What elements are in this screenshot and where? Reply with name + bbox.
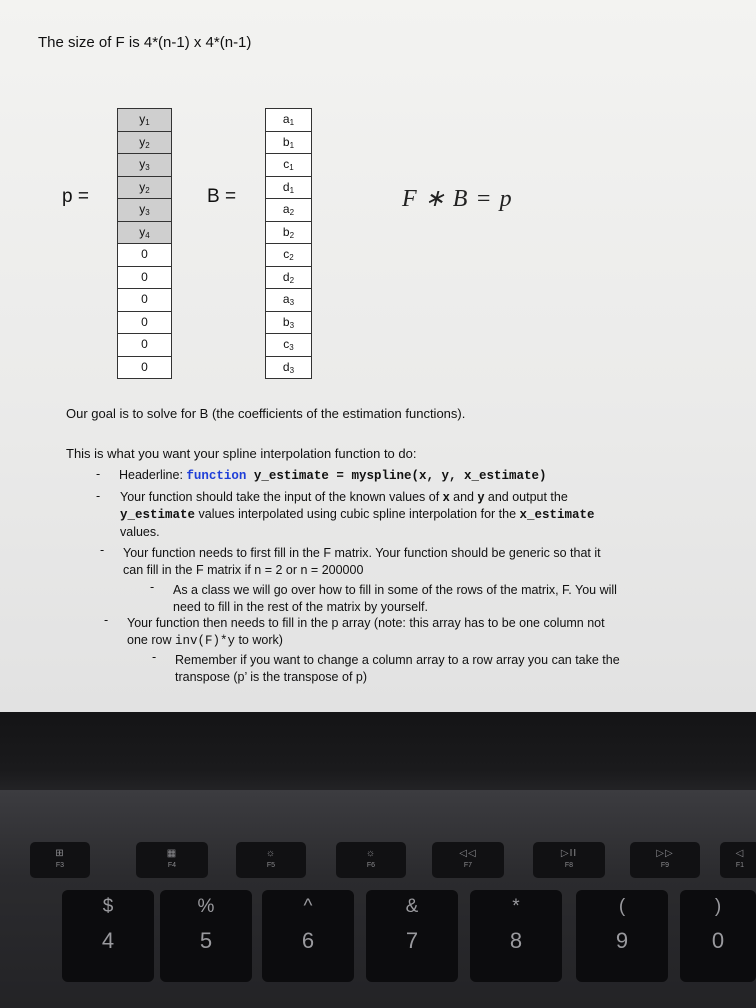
b-vector-cell (266, 132, 311, 155)
number-key-digit: 7 (405, 928, 419, 953)
b-vector-cell-base: a (282, 112, 290, 126)
b3-line2: can fill in the F matrix if n = 2 or n = 200000 (123, 563, 364, 577)
function-key-label: F1 (735, 862, 745, 869)
p-vector-cell (118, 154, 171, 177)
p-vector-cell (118, 132, 171, 155)
function-key-f5[interactable] (236, 842, 306, 878)
bullet-headerline (119, 467, 546, 485)
number-key-shift-symbol: & (405, 896, 419, 917)
function-key-icon: ▷▷ (656, 848, 674, 859)
function-key-label: F3 (55, 862, 65, 869)
bullet-dash: - (100, 543, 105, 557)
p-vector-cell (118, 357, 171, 379)
b-vector-cell-subscript: 2 (289, 208, 295, 217)
b-vector-cell-base: d (282, 179, 290, 194)
sub-bullet-dash: - (152, 650, 157, 664)
b4-text-b: to work) (234, 633, 283, 647)
number-key-shift-symbol: $ (102, 896, 114, 917)
sub-bullet-transpose (175, 652, 695, 686)
number-key-0[interactable] (680, 890, 756, 982)
number-key-shift-symbol: ) (714, 896, 722, 917)
function-key-icon: ▷II (560, 848, 578, 859)
p-vector-cell (118, 289, 171, 312)
p-vector-cell-subscript: 2 (145, 185, 150, 195)
b-vector-cell-base: b (282, 314, 290, 329)
b3a-line1: As a class we will go over how to fill in some of the rows of the matrix, F. You will (173, 583, 617, 597)
bullet-input-output (120, 489, 680, 541)
p-vector-cell-base: 0 (141, 269, 148, 284)
number-key-digit: 8 (509, 928, 523, 953)
b2-x: x (442, 490, 450, 504)
b2-y: y (477, 490, 485, 504)
b-vector-cell-subscript: 3 (289, 343, 294, 352)
bullet-dash: - (96, 489, 101, 503)
b-vector-cell-base: c (283, 337, 290, 351)
function-key-label: F9 (660, 862, 670, 869)
p-vector-cell-base: y (139, 202, 146, 216)
p-vector-cell-base: 0 (141, 314, 148, 329)
b2-x-estimate: x_estimate (519, 508, 595, 522)
p-vector-cell-subscript: 2 (145, 140, 150, 150)
function-key-f6[interactable] (336, 842, 406, 878)
b-vector-cell (266, 267, 311, 290)
number-key-shift-symbol: ( (618, 896, 626, 917)
b2-and: and (449, 490, 478, 504)
function-key-f4[interactable] (136, 842, 208, 878)
function-key-label: F6 (366, 862, 376, 869)
number-key-digit: 6 (301, 928, 315, 953)
b4a-line2: transpose (p’ is the transpose of p) (175, 670, 367, 684)
number-key-shift-symbol: % (197, 896, 215, 917)
b3-line1: Your function needs to first fill in the F matrix. Your function should be generic so that it (123, 546, 601, 560)
function-keyword: function (186, 469, 247, 483)
function-key-label: F5 (266, 862, 276, 869)
b4-text-a: one row (127, 633, 175, 647)
p-vector-cell (118, 312, 171, 335)
b-vector-cell-base: a (282, 202, 290, 216)
p-vector-cell-base: y (139, 179, 146, 194)
p-vector-cell-base: 0 (141, 292, 148, 306)
b-vector-cell-subscript: 2 (289, 230, 295, 240)
p-vector-cell (118, 177, 171, 200)
p-vector-cell-base: y (139, 224, 146, 239)
number-key-7[interactable] (366, 890, 458, 982)
function-key-icon: ◁ (735, 848, 745, 859)
p-vector-cell-base: 0 (141, 247, 148, 261)
number-key-digit: 9 (615, 928, 629, 953)
b2-text-b: and output the (484, 490, 568, 504)
p-vector-cell-base: y (139, 134, 146, 149)
function-key-f9[interactable] (630, 842, 700, 878)
b-vector-cell (266, 222, 311, 245)
number-key-4[interactable] (62, 890, 154, 982)
bullet-dash: - (96, 467, 101, 481)
b-vector-cell-base: b (282, 134, 290, 149)
b-vector-cell-subscript: 3 (289, 298, 295, 307)
p-vector-cell-base: y (139, 112, 146, 126)
function-key-f8[interactable] (533, 842, 605, 878)
p-vector-cell (118, 109, 171, 132)
b-vector-cell (266, 244, 311, 267)
b-vector-cell (266, 334, 311, 357)
b3a-line2: need to fill in the rest of the matrix by yourself. (173, 600, 428, 614)
function-key-icon: ▦ (166, 848, 178, 859)
equation: F ∗ B = p (402, 186, 513, 212)
function-key-f7[interactable] (432, 842, 504, 878)
function-key-label: F7 (463, 862, 473, 869)
b-vector-cell (266, 199, 311, 222)
b-vector-cell (266, 177, 311, 200)
p-vector-cell-base: 0 (141, 337, 148, 351)
bullet-fill-p (127, 615, 687, 650)
number-key-digit: 0 (711, 928, 725, 953)
function-key-label: F4 (167, 862, 177, 869)
function-key-f1[interactable] (720, 842, 756, 878)
bullet-dash: - (104, 613, 109, 627)
function-key-f3[interactable] (30, 842, 90, 878)
b-vector-cell-base: d (282, 359, 290, 374)
p-vector-cell (118, 267, 171, 290)
b4-line1: Your function then needs to fill in the p array (note: this array has to be one column not (127, 616, 605, 630)
b2-text-mid: values interpolated using cubic spline interpolation for the (195, 507, 520, 521)
b-vector-cell-subscript: 1 (289, 185, 295, 195)
b-vector-cell-subscript: 3 (289, 365, 295, 375)
p-label: p = (62, 186, 89, 207)
b2-text-end: values. (120, 525, 160, 539)
b-vector-cell (266, 289, 311, 312)
b-vector (265, 108, 312, 379)
number-key-9[interactable] (576, 890, 668, 982)
intro-text: This is what you want your spline interpolation function to do: (66, 446, 417, 461)
number-key-8[interactable] (470, 890, 562, 982)
b-label: B = (207, 186, 237, 207)
p-vector-cell-subscript: 3 (145, 208, 150, 217)
b-vector-cell (266, 154, 311, 177)
function-key-icon: ☼ (265, 848, 277, 859)
number-key-shift-symbol: * (512, 896, 520, 917)
number-key-digit: 5 (199, 928, 213, 953)
b-vector-cell-base: a (282, 292, 290, 306)
b-vector-cell (266, 109, 311, 132)
b-vector-cell-base: b (282, 224, 290, 239)
b4a-line1: Remember if you want to change a column array to a row array you can take the (175, 653, 620, 667)
b-vector-cell (266, 312, 311, 335)
doc-title: The size of F is 4*(n-1) x 4*(n-1) (38, 34, 252, 51)
function-key-icon: ☼ (365, 848, 377, 859)
p-vector-cell-subscript: 1 (145, 118, 150, 127)
b-vector-cell-subscript: 1 (289, 118, 295, 127)
b-vector-cell (266, 357, 311, 379)
function-key-label: F8 (564, 862, 574, 869)
b-vector-cell-base: d (282, 269, 290, 284)
function-key-icon: ◁◁ (459, 848, 477, 859)
number-key-digit: 4 (101, 928, 115, 953)
sub-bullet-dash: - (150, 580, 155, 594)
headerline-prefix: Headerline: (119, 468, 187, 482)
number-key-6[interactable] (262, 890, 354, 982)
goal-text: Our goal is to solve for B (the coefficients of the estimation functions). (66, 406, 466, 421)
headerline-code: y_estimate = myspline(x, y, x_estimate) (246, 469, 547, 483)
b-vector-cell-subscript: 3 (289, 320, 295, 330)
p-vector-cell-base: 0 (141, 359, 148, 374)
b4-code: inv(F)*y (174, 634, 235, 648)
p-vector-cell-base: y (139, 157, 146, 171)
p-vector-cell (118, 199, 171, 222)
b-vector-cell-subscript: 2 (289, 275, 295, 285)
p-vector-cell-subscript: 4 (145, 230, 150, 240)
p-vector-cell (118, 334, 171, 357)
p-vector-cell (118, 244, 171, 267)
number-key-shift-symbol: ^ (303, 896, 313, 917)
b-vector-cell-base: c (283, 247, 290, 261)
b2-y-estimate: y_estimate (120, 508, 196, 522)
p-vector-cell-subscript: 3 (145, 163, 150, 172)
b2-text-a: Your function should take the input of the known values of (120, 490, 443, 504)
p-vector-cell (118, 222, 171, 245)
b-vector-cell-subscript: 1 (289, 163, 294, 172)
bullet-fill-f (123, 545, 693, 579)
b-vector-cell-subscript: 1 (289, 140, 295, 150)
b-vector-cell-subscript: 2 (289, 253, 294, 262)
function-key-icon: ⊞ (55, 848, 65, 859)
sub-bullet-class (173, 582, 693, 616)
number-key-5[interactable] (160, 890, 252, 982)
b-vector-cell-base: c (283, 157, 290, 171)
p-vector (117, 108, 172, 379)
